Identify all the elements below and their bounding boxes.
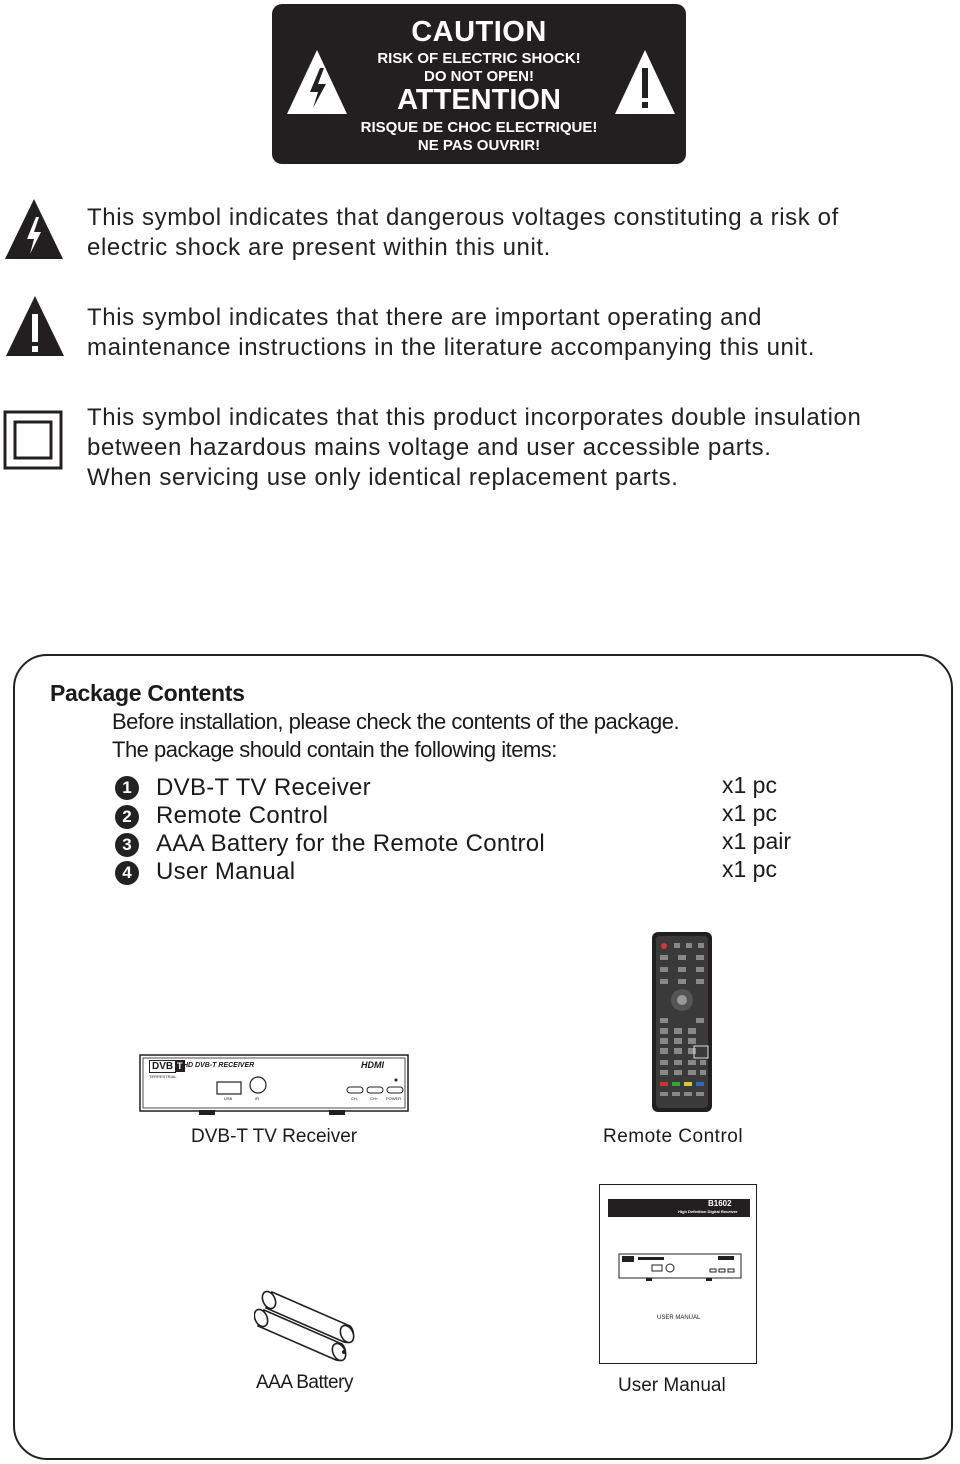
receiver-model-label: HD DVB-T RECEIVER [183,1062,255,1069]
item-name: Remote Control [156,802,329,829]
manual-subtitle: High Definition Digital Receiver [678,1209,738,1214]
item-quantity: x1 pc [722,800,777,826]
usb-label: USB [224,1096,233,1101]
item-name: User Manual [156,858,296,885]
terrestrial-label: TERRESTRIAL [149,1074,177,1079]
caution-panel [272,4,686,164]
dvb-logo: DVB [149,1060,176,1073]
symbol-text-insulation [87,403,861,493]
exclamation-warning-icon [612,46,678,118]
caption-receiver: DVB-T TV Receiver [191,1126,358,1147]
manual-receiver-icon [618,1253,742,1283]
caution-line-3: RISQUE DE CHOC ELECTRIQUE! [360,119,598,136]
exclamation-warning-icon [4,294,66,358]
caption-remote: Remote Control [603,1126,744,1147]
ch-plus-label: CH+ [370,1096,379,1101]
user-manual-illustration [599,1184,757,1364]
text-line: electric shock are present within this unit. [87,234,551,261]
text-line: This symbol indicates that there are important operating and [87,304,763,331]
text-line: between hazardous mains voltage and user accessible parts. [87,434,772,461]
caption-manual: User Manual [618,1375,726,1396]
text-line: When servicing use only identical replacement parts. [87,464,679,491]
manual-model: B1602 [708,1199,732,1208]
item-name: DVB-T TV Receiver [156,774,371,801]
symbol-text-voltage [87,203,839,263]
ch-minus-label: CH- [351,1096,359,1101]
manual-footer: USER MANUAL [657,1315,701,1321]
item-number-badge: 1 [115,776,139,800]
double-insulation-icon [3,410,63,470]
caution-line-4: NE PAS OUVRIR! [417,137,541,154]
caption-battery: AAA Battery [256,1372,353,1393]
hdmi-logo: HDMI [361,1060,384,1070]
item-number-badge: 3 [115,833,139,857]
power-label: POWER [386,1096,402,1101]
item-quantity: x1 pair [722,828,792,854]
dvb-logo-t: T [177,1061,183,1071]
item-quantity: x1 pc [722,772,777,798]
caution-title: CAUTION [411,16,547,48]
item-number-badge: 4 [115,861,139,885]
attention-title: ATTENTION [397,84,561,116]
package-intro-2: The package should contain the following items: [112,737,557,762]
text-line: This symbol indicates that dangerous voltages constituting a risk of [87,204,839,231]
item-number-badge: 2 [115,805,139,829]
item-quantity: x1 pc [722,856,777,882]
package-title: Package Contents [50,680,245,706]
package-intro-1: Before installation, please check the contents of the package. [112,709,680,734]
lightning-warning-icon [3,197,65,261]
remote-control-icon [650,930,714,1114]
text-line: This symbol indicates that this product incorporates double insulation [87,404,862,431]
item-name: AAA Battery for the Remote Control [156,830,546,857]
caution-line-2: DO NOT OPEN! [423,68,534,85]
text-line: maintenance instructions in the literature accompanying this unit. [87,334,815,361]
battery-icon [254,1280,364,1362]
lightning-warning-icon [284,46,350,118]
ir-label: IR [255,1096,259,1101]
receiver-illustration [139,1054,409,1116]
symbol-text-instructions [87,303,815,363]
caution-line-1: RISK OF ELECTRIC SHOCK! [377,50,581,67]
